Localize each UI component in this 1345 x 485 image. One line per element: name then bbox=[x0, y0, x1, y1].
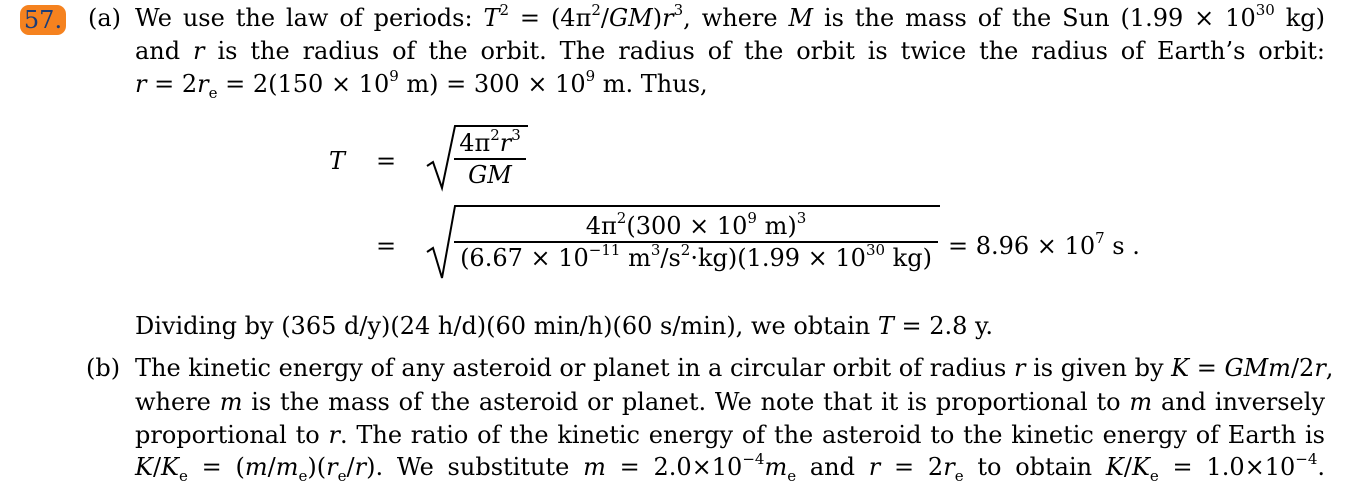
part-b-label: (b) bbox=[86, 354, 121, 382]
eq2-result: = $8.96 \times 10^7$ s . bbox=[948, 229, 1140, 260]
eq2-equals-sign: = bbox=[376, 232, 397, 260]
eq1-lhs: T bbox=[329, 147, 346, 175]
part-b-line-3: proportional to r. The ratio of the kinetic energy of the asteroid to the kinetic energy of Earth is bbox=[135, 421, 1325, 449]
problem-number-badge: 57. bbox=[20, 5, 66, 35]
eq1-numerator: $4\pi^2r^3$ bbox=[459, 126, 521, 157]
part-a-line-1: We use the law of periods: $T^2 = (4\pi^2/GM)r^3$, where M is the mass of the Sun ($1.99 \times 10^{30}$ kg) bbox=[135, 1, 1325, 32]
eq1-equals-sign: = bbox=[376, 147, 397, 175]
part-b-line-4: $K/K_e = (m/m_e)(r_e/r)$. We substitute $m = 2.0\times 10^{-4}m_e$ and $r = 2r_e$ to obtain $K/K_e = 1.0\times 10^{-4}$. bbox=[135, 450, 1326, 485]
eq2-denominator: ($6.67 \times 10^{-11}$ $m^3/s^2\cdot kg)(1.99 \times 10^{30}$ kg) bbox=[460, 241, 932, 272]
eq1-fraction bbox=[454, 128, 526, 190]
part-b-line-1: The kinetic energy of any asteroid or planet in a circular orbit of radius r is given by K = GMm/2r, bbox=[135, 354, 1334, 382]
part-a-line-2: and r is the radius of the orbit. The radius of the orbit is twice the radius of Earth’s orbit: bbox=[135, 37, 1325, 65]
part-a-label: (a) bbox=[88, 4, 122, 32]
eq1-denominator: GM bbox=[468, 161, 512, 189]
eq2-fraction bbox=[454, 211, 938, 273]
part-b-line-2: where m is the mass of the asteroid or planet. We note that it is proportional to m and inversely bbox=[135, 388, 1325, 416]
part-a-line-3: $r = 2r_e = 2(150 \times 10^9$ $m) = 300 \times 10^9$ m. Thus, bbox=[135, 67, 708, 102]
part-a-dividing-line: Dividing by (365 d/y)(24 h/d)(60 min/h)(60 s/min), we obtain T = 2.8 y. bbox=[135, 312, 994, 340]
eq2-numerator: $4\pi^2(300 \times 10^9$ m)$^3$ bbox=[585, 209, 807, 240]
